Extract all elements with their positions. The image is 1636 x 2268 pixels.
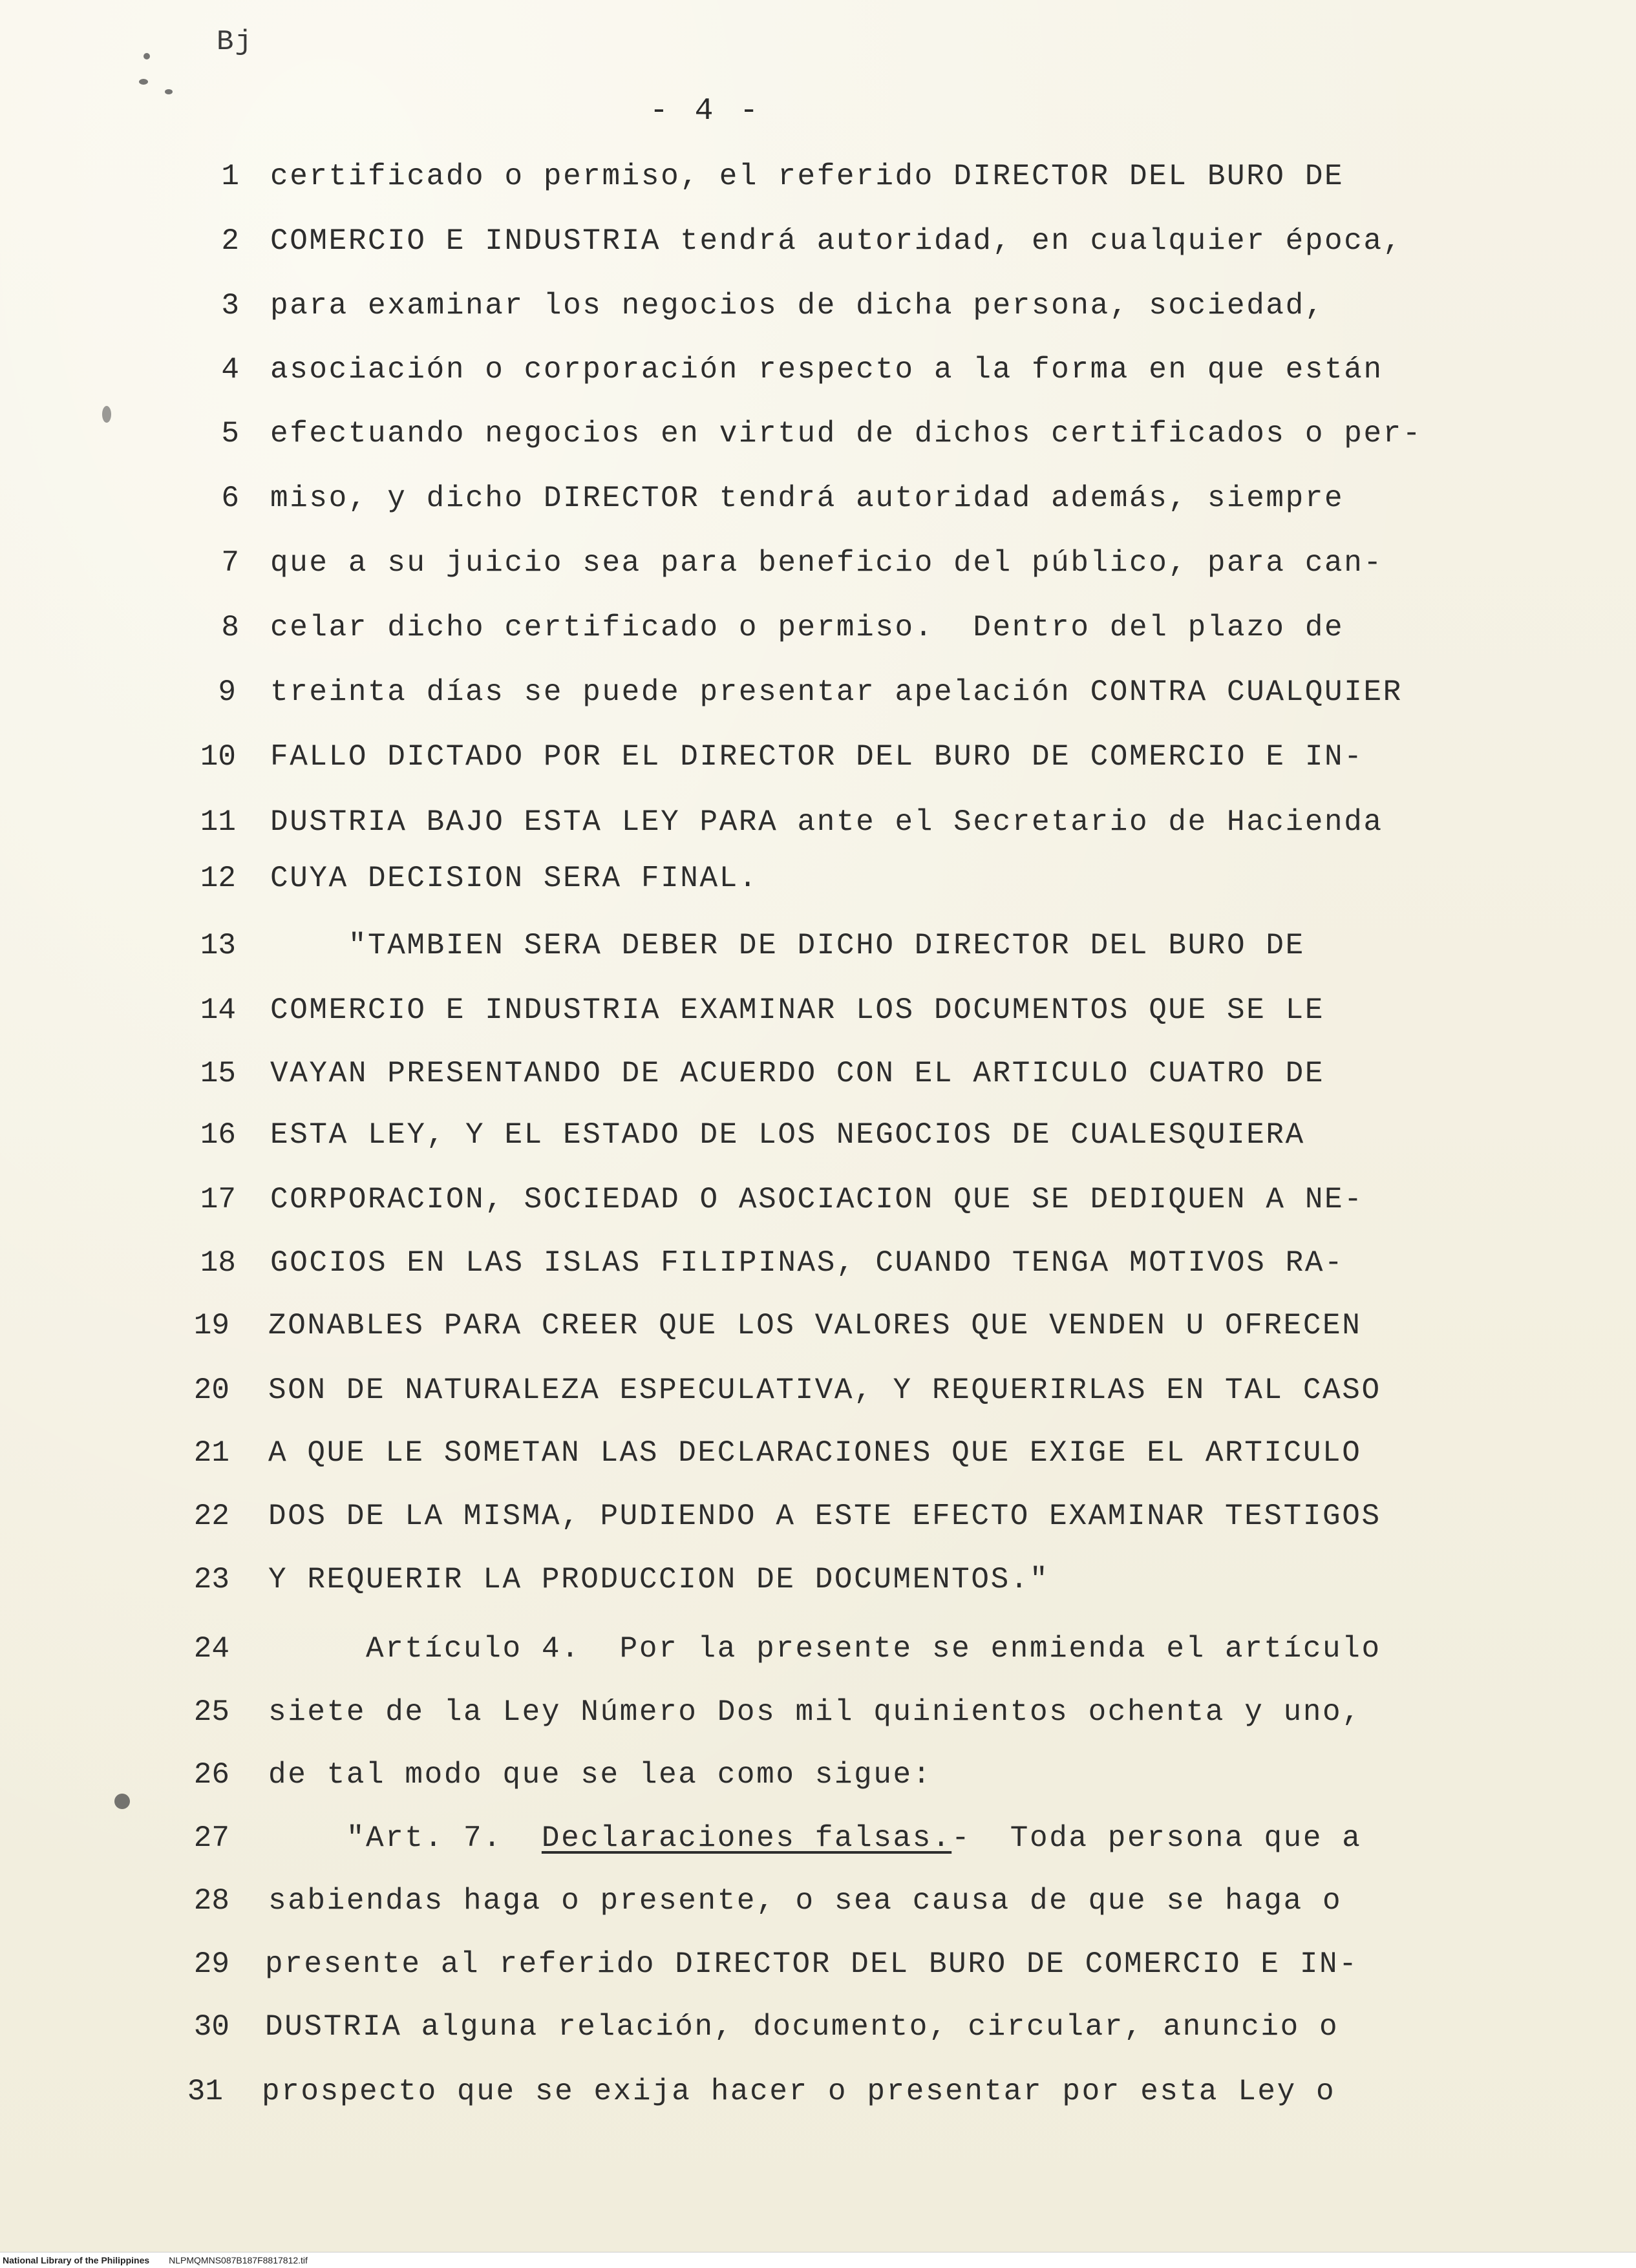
line-number: 23 [193, 1563, 229, 1596]
typed-line [0, 862, 1636, 913]
typed-line [0, 1821, 1636, 1873]
file-identifier: NLPMQMNS087B187F8817812.tif [169, 2255, 308, 2265]
line-text: Artículo 4. Por la presente se enmienda el artículo [268, 1632, 1381, 1666]
line-text: certificado o permiso, el referido DIRECTOR DEL BURO DE [270, 160, 1344, 193]
ink-speck [139, 79, 148, 85]
line-text: DUSTRIA alguna relación, documento, circular, anuncio o [265, 2010, 1339, 2044]
ink-speck [143, 53, 150, 59]
line-number: 6 [221, 482, 239, 515]
typed-line [0, 675, 1636, 727]
line-text: prospecto que se exija hacer o presentar por esta Ley o [262, 2075, 1336, 2108]
article-continuation: - Toda persona que a [951, 1821, 1362, 1855]
line-number: 7 [221, 546, 239, 580]
article-lead: "Art. 7. [268, 1821, 542, 1855]
line-text: treinta días se puede presentar apelación CONTRA CUALQUIER [270, 675, 1403, 709]
line-number: 11 [200, 805, 236, 839]
line-number: 29 [193, 1947, 229, 1981]
line-number: 17 [200, 1183, 236, 1216]
line-number: 24 [193, 1632, 229, 1666]
typed-line [0, 224, 1636, 276]
typed-line [0, 805, 1636, 857]
line-text: efectuando negocios en virtud de dichos certificados o per- [270, 417, 1423, 450]
line-number: 12 [200, 862, 236, 895]
typed-line [0, 1183, 1636, 1235]
typed-line [0, 1373, 1636, 1425]
typed-line [0, 1884, 1636, 1936]
typed-line [0, 1436, 1636, 1488]
page-number: - 4 - [650, 94, 763, 129]
line-text: ESTA LEY, Y EL ESTADO DE LOS NEGOCIOS DE CUALESQUIERA [270, 1118, 1305, 1152]
line-number: 9 [218, 675, 236, 709]
typed-line [0, 740, 1636, 792]
typed-line [0, 1057, 1636, 1108]
line-number: 13 [200, 929, 236, 962]
line-number: 26 [193, 1758, 229, 1792]
line-number: 5 [221, 417, 239, 450]
line-text: SON DE NATURALEZA ESPECULATIVA, Y REQUERIRLAS EN TAL CASO [268, 1373, 1381, 1407]
typed-line [0, 546, 1636, 598]
library-credit: National Library of the Philippines [3, 2255, 150, 2265]
typed-line [0, 1947, 1636, 1999]
line-text: CUYA DECISION SERA FINAL. [270, 862, 759, 895]
line-text: para examinar los negocios de dicha persona, sociedad, [270, 289, 1325, 323]
typed-line [0, 1246, 1636, 1298]
line-number: 10 [200, 740, 236, 774]
line-text: COMERCIO E INDUSTRIA tendrá autoridad, en cualquier época, [270, 224, 1403, 258]
line-number: 2 [221, 224, 239, 258]
typed-line [0, 611, 1636, 662]
line-number: 4 [221, 353, 239, 387]
line-number: 18 [200, 1246, 236, 1280]
typed-line [0, 289, 1636, 341]
line-text: GOCIOS EN LAS ISLAS FILIPINAS, CUANDO TENGA MOTIVOS RA- [270, 1246, 1344, 1280]
line-number: 31 [187, 2075, 223, 2108]
line-number: 27 [193, 1821, 229, 1855]
line-number: 15 [200, 1057, 236, 1090]
line-number: 8 [221, 611, 239, 644]
line-text: presente al referido DIRECTOR DEL BURO DE COMERCIO E IN- [265, 1947, 1359, 1981]
typed-line [0, 1758, 1636, 1810]
typist-initials: Bj [217, 26, 253, 58]
line-text: "TAMBIEN SERA DEBER DE DICHO DIRECTOR DEL BURO DE [270, 929, 1305, 962]
line-text: siete de la Ley Número Dos mil quinientos ochenta y uno, [268, 1695, 1362, 1729]
line-number: 1 [221, 160, 239, 193]
article-heading: Declaraciones falsas. [541, 1821, 952, 1855]
line-number: 28 [193, 1884, 229, 1918]
line-text: DUSTRIA BAJO ESTA LEY PARA ante el Secretario de Hacienda [270, 805, 1383, 839]
typed-line [0, 160, 1636, 211]
line-text: COMERCIO E INDUSTRIA EXAMINAR LOS DOCUMENTOS QUE SE LE [270, 993, 1325, 1027]
line-text: CORPORACION, SOCIEDAD O ASOCIACION QUE SE DEDIQUEN A NE- [270, 1183, 1364, 1216]
typed-line [0, 1695, 1636, 1747]
typed-line [0, 1500, 1636, 1551]
typed-line [0, 353, 1636, 405]
line-text: VAYAN PRESENTANDO DE ACUERDO CON EL ARTICULO CUATRO DE [270, 1057, 1325, 1090]
line-number: 19 [193, 1309, 229, 1342]
line-text: de tal modo que se lea como sigue: [268, 1758, 932, 1792]
line-number: 30 [193, 2010, 229, 2044]
ink-speck [165, 89, 173, 94]
line-text: A QUE LE SOMETAN LAS DECLARACIONES QUE EXIGE EL ARTICULO [268, 1436, 1362, 1470]
line-number: 21 [193, 1436, 229, 1470]
line-number: 22 [193, 1500, 229, 1533]
typed-line [0, 993, 1636, 1045]
line-text: FALLO DICTADO POR EL DIRECTOR DEL BURO DE COMERCIO E IN- [270, 740, 1364, 774]
typed-line [0, 2075, 1636, 2126]
typed-line [0, 417, 1636, 469]
line-text: Y REQUERIR LA PRODUCCION DE DOCUMENTOS." [268, 1563, 1050, 1596]
line-text: que a su juicio sea para beneficio del público, para can- [270, 546, 1383, 580]
typed-line [0, 1118, 1636, 1170]
line-number: 14 [200, 993, 236, 1027]
line-text [268, 1821, 1361, 1855]
line-number: 3 [221, 289, 239, 323]
line-number: 20 [193, 1373, 229, 1407]
line-number: 25 [193, 1695, 229, 1729]
typed-line [0, 482, 1636, 533]
typed-line [0, 2010, 1636, 2062]
line-text: ZONABLES PARA CREER QUE LOS VALORES QUE VENDEN U OFRECEN [268, 1309, 1362, 1342]
line-text: asociación o corporación respecto a la forma en que están [270, 353, 1383, 387]
typed-line [0, 1632, 1636, 1684]
line-text: DOS DE LA MISMA, PUDIENDO A ESTE EFECTO EXAMINAR TESTIGOS [268, 1500, 1381, 1533]
line-text: sabiendas haga o presente, o sea causa de que se haga o [268, 1884, 1343, 1918]
line-number: 16 [200, 1118, 236, 1152]
typed-line [0, 1563, 1636, 1615]
typed-line [0, 1309, 1636, 1361]
scan-footer [0, 2252, 1636, 2268]
line-text: miso, y dicho DIRECTOR tendrá autoridad además, siempre [270, 482, 1344, 515]
typed-line [0, 929, 1636, 980]
line-text: celar dicho certificado o permiso. Dentro del plazo de [270, 611, 1344, 644]
